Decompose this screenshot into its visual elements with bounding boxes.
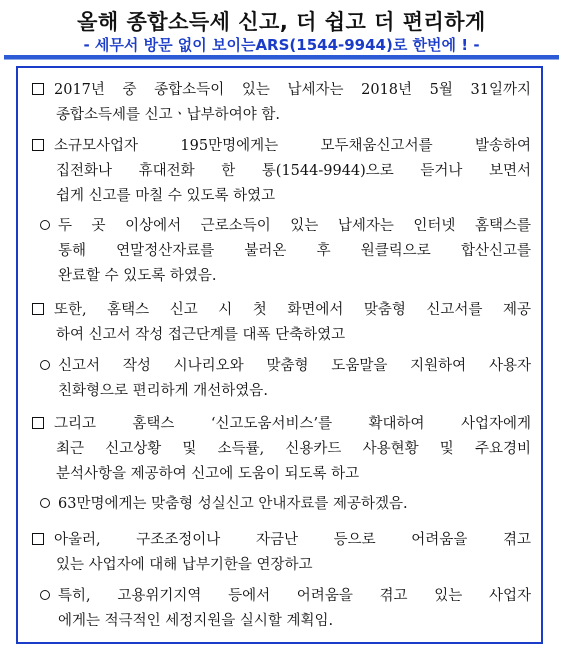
bullet-line: 완료할 수 있도록 하였음. bbox=[58, 268, 217, 284]
page-subtitle: - 세무서 방문 없이 보이는ARS(1544-9944)로 한번에 ! - bbox=[83, 36, 480, 54]
square-bullet-icon bbox=[32, 417, 44, 429]
bullet-line: 최근 신고상황 및 소득률, 신용카드 사용현황 및 주요경비 bbox=[56, 441, 531, 457]
bullet-line: 신고서 작성 시나리오와 맞춤형 도움말을 지원하여 사용자 bbox=[18, 354, 541, 379]
circle-bullet-icon bbox=[40, 498, 50, 508]
bullet-item bbox=[18, 584, 541, 634]
bullet-line: 하여 신고서 작성 접근단계를 대폭 단축하였고 bbox=[56, 327, 346, 343]
bullet-line: 쉽게 신고를 마칠 수 있도록 하였고 bbox=[56, 188, 276, 204]
square-bullet-icon bbox=[32, 303, 44, 315]
bullet-line: 2017년 중 종합소득이 있는 납세자는 2018년 5월 31일까지 bbox=[18, 78, 541, 103]
bullet-line: 분석사항을 제공하여 신고에 도움이 되도록 하고 bbox=[56, 466, 360, 482]
title-divider-thin bbox=[4, 59, 559, 60]
bullet-item bbox=[18, 412, 541, 487]
bullet-line: 에게는 적극적인 세정지원을 실시할 계획임. bbox=[58, 613, 334, 629]
bullet-line: 두 곳 이상에서 근로소득이 있는 납세자는 인터넷 홈택스를 bbox=[18, 214, 541, 239]
bullet-item bbox=[18, 528, 541, 578]
bullet-line: 친화형으로 편리하게 개선하였음. bbox=[58, 383, 268, 399]
bullet-line: 또한, 홈택스 신고 시 첫 화면에서 맞춤형 신고서를 제공 bbox=[18, 298, 541, 323]
circle-bullet-icon bbox=[40, 590, 50, 600]
bullet-line: 집전화나 휴대전화 한 통(1544-9944)으로 듣거나 보면서 bbox=[56, 163, 531, 179]
bullet-item bbox=[18, 214, 541, 289]
content-box bbox=[16, 66, 543, 644]
bullet-line: 그리고 홈택스 ‘신고도움서비스’를 확대하여 사업자에게 bbox=[18, 412, 541, 437]
bullet-line: 아울러, 구조조정이나 자금난 등으로 어려움을 겪고 bbox=[18, 528, 541, 553]
bullet-line: 있는 사업자에 대해 납부기한을 연장하고 bbox=[56, 557, 313, 573]
bullet-item bbox=[18, 354, 541, 404]
square-bullet-icon bbox=[32, 83, 44, 95]
square-bullet-icon bbox=[32, 139, 44, 151]
bullet-line: 63만명에게는 맞춤형 성실신고 안내자료를 제공하겠음. bbox=[18, 492, 541, 517]
bullet-line: 소규모사업자 195만명에게는 모두채움신고서를 발송하여 bbox=[18, 134, 541, 159]
page-title: 올해 종합소득세 신고, 더 쉽고 더 편리하게 bbox=[77, 10, 486, 34]
bullet-item bbox=[18, 134, 541, 209]
circle-bullet-icon bbox=[40, 360, 50, 370]
bullet-item bbox=[18, 492, 541, 517]
bullet-line: 종합소득세를 신고ㆍ납부하여야 함. bbox=[56, 107, 280, 123]
circle-bullet-icon bbox=[40, 220, 50, 230]
bullet-item bbox=[18, 78, 541, 128]
square-bullet-icon bbox=[32, 533, 44, 545]
bullet-line: 특히, 고용위기지역 등에서 어려움을 겪고 있는 사업자 bbox=[18, 584, 541, 609]
bullet-line: 통해 연말정산자료를 불러온 후 원클릭으로 합산신고를 bbox=[58, 243, 531, 259]
header bbox=[0, 0, 563, 60]
bullet-item bbox=[18, 298, 541, 348]
